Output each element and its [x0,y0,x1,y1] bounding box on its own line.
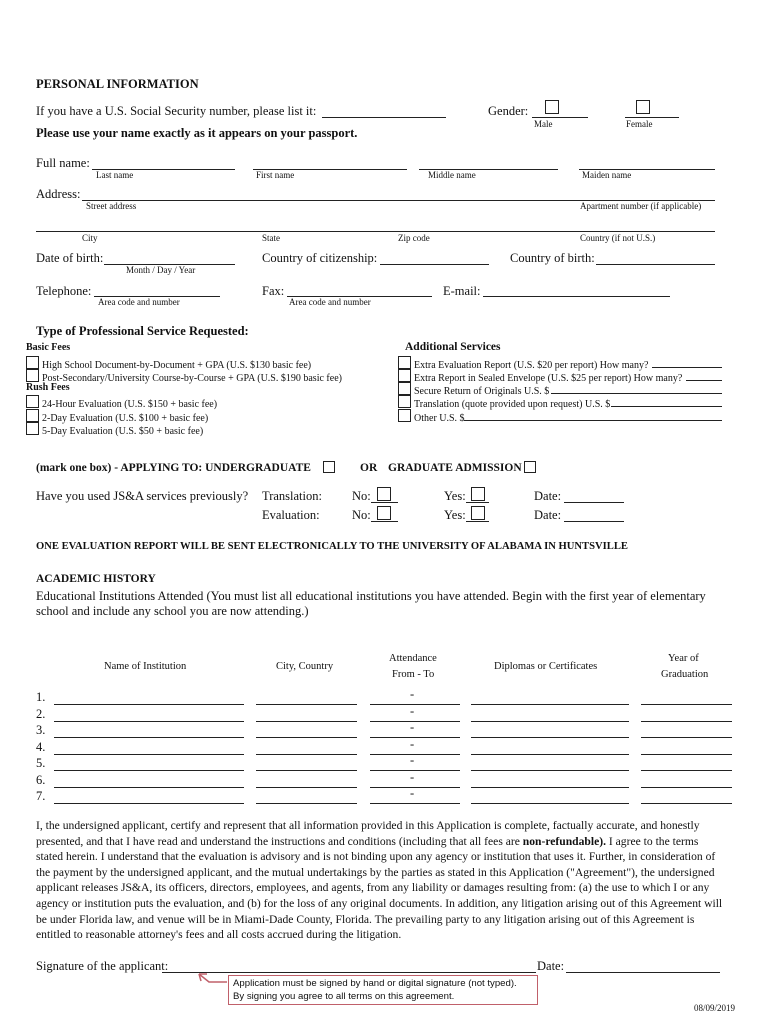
apartment-label: Apartment number (if applicable) [580,201,702,211]
city-country-field[interactable] [256,770,357,771]
checkbox[interactable] [398,382,411,395]
ssn-label: If you have a U.S. Social Security number, please list it: [36,104,317,118]
attendance-field[interactable] [370,754,460,755]
agreement-line [36,834,747,850]
translation-no-label: No: [352,489,371,503]
dob-label: Date of birth: [36,251,104,265]
evaluation-yes-checkbox[interactable] [471,506,485,520]
attendance-dash: - [410,703,415,718]
signature-date-label: Date: [537,959,565,973]
callout-line: Application must be signed by hand or digital signature (not typed). [233,978,517,989]
non-refundable: non-refundable). [522,834,606,848]
row-number: 7. [36,789,46,803]
diploma-field[interactable] [471,704,629,705]
col-attendance-2: From - To [392,669,435,680]
ssn-field[interactable] [322,117,446,118]
attendance-dash: - [410,786,415,800]
academic-intro: Educational Institutions Attended (You must list all educational institutions you have attended. Begin with the first year of elementary [36,589,706,603]
translation-no-underline [371,502,398,503]
agreement-line: be under Florida law, and venue will be in Miami-Dade County, Florida. The prevailing party to any litigation arising out of this Agreement is [36,912,695,926]
row-number: 5. [36,756,46,770]
rush-fee-item[interactable] [26,422,203,437]
birth-country-label: Country of birth: [510,251,595,265]
evaluation-no-underline [371,521,398,522]
attendance-field[interactable] [370,770,460,771]
agreement-line: the payment by the undersigned applicant, and the mutual undertakings by the parties as stated in this Application ("Agreement"), the undersigned [36,865,715,879]
additional-heading: Additional Services [405,341,501,353]
graduation-year-field[interactable] [641,721,732,722]
country-label: Country (if not U.S.) [580,233,656,243]
col-city: City, Country [276,661,334,672]
street-address-label: Street address [86,201,137,211]
agreement-line: entitled to reasonable attorney's fees and all costs accrued during the litigation. [36,928,402,942]
city-country-field[interactable] [256,704,357,705]
attendance-dash: - [410,687,415,701]
services-heading: Type of Professional Service Requested: [36,324,249,338]
extra-report-count-field[interactable] [652,367,722,368]
checkbox[interactable] [26,409,39,422]
translation-amount-field[interactable] [611,406,722,407]
male-underline [532,117,588,118]
checkbox[interactable] [398,369,411,382]
signature-label: Signature of the applicant: [36,959,169,973]
agreement-line: I, the undersigned applicant, certify and represent that all information provided in this Application is complete, factually accurate, and honestly [36,819,700,832]
checkbox[interactable] [398,356,411,369]
citizenship-field[interactable] [380,264,489,265]
row-number: 2. [36,706,46,721]
basic-fee-item[interactable] [26,369,342,384]
additional-label: Translation (quote provided upon request) U.S. $ [414,399,611,410]
evaluation-yes-label: Yes: [444,508,466,522]
female-underline [625,117,679,118]
sealed-report-count-field[interactable] [686,380,722,381]
other-amount-field[interactable] [464,420,722,421]
translation-yes-checkbox[interactable] [471,487,485,501]
rush-fee-item[interactable] [26,395,217,410]
additional-item[interactable] [398,395,610,410]
additional-item[interactable] [398,409,465,424]
checkbox[interactable] [26,369,39,382]
secure-return-field[interactable] [551,393,722,394]
graduation-year-field[interactable] [641,787,732,788]
birth-country-field[interactable] [596,264,715,265]
basic-fee-label: Post-Secondary/University Course-by-Course + GPA (U.S. $190 basic fee) [42,373,342,384]
rush-fees-heading: Rush Fees [26,382,70,393]
diploma-field[interactable] [471,787,629,788]
telephone-hint: Area code and number [98,297,180,307]
row-number: 3. [36,723,46,737]
col-name: Name of Institution [104,661,187,672]
dob-format: Month / Day / Year [126,265,196,275]
attendance-field[interactable] [370,787,460,788]
city-state-zip-field[interactable] [36,231,715,232]
translation-date-label: Date: [534,489,562,503]
col-year-2: Graduation [661,669,709,680]
attendance-dash: - [410,720,415,734]
diploma-field[interactable] [471,803,629,804]
maiden-name-label: Maiden name [582,170,632,180]
rush-fee-label: 24-Hour Evaluation (U.S. $150 + basic fee) [42,399,218,410]
evaluation-label: Evaluation: [262,508,320,522]
attendance-field[interactable] [370,704,460,705]
male-label: Male [534,119,553,129]
col-attendance: Attendance [389,653,437,664]
signature-callout [228,975,538,1005]
graduate-checkbox[interactable] [524,461,536,473]
callout-line: By signing you agree to all terms on this agreement. [233,991,455,1002]
agreement-line: applicant releases JS&A, its officers, directors, employees, and agents, from any liability or damages resulting from: (a) the use to which I or any [36,881,710,895]
academic-intro-2: school and include any school you are now attending.) [36,604,309,618]
arrow-icon [195,970,229,992]
attendance-field[interactable] [370,803,460,804]
fax-label: Fax: [262,284,285,298]
attendance-field[interactable] [370,721,460,722]
male-checkbox[interactable] [545,100,559,114]
checkbox[interactable] [26,422,39,435]
city-country-field[interactable] [256,721,357,722]
translation-no-checkbox[interactable] [377,487,391,501]
signature-date-field[interactable] [566,972,720,973]
col-year: Year of [668,653,699,664]
institution-field[interactable] [54,754,244,755]
attendance-field[interactable] [370,737,460,738]
institution-field[interactable] [54,787,244,788]
institution-field[interactable] [54,770,244,771]
row-number: 1. [36,690,46,704]
telephone-label: Telephone: [36,284,92,298]
additional-label: Extra Report in Sealed Envelope (U.S. $25 per report) How many? [414,373,683,384]
section-heading-personal: PERSONAL INFORMATION [36,77,199,91]
middle-name-label: Middle name [428,170,476,180]
rush-fee-label: 2-Day Evaluation (U.S. $100 + basic fee) [42,413,209,424]
diploma-field[interactable] [471,721,629,722]
graduation-year-field[interactable] [641,704,732,705]
additional-label: Secure Return of Originals U.S. $ [414,386,550,397]
email-field[interactable] [483,296,670,297]
evaluation-date-field[interactable] [564,521,624,522]
last-name-label: Last name [96,170,134,180]
graduation-year-field[interactable] [641,754,732,755]
translation-label: Translation: [262,489,322,503]
institution-field[interactable] [54,721,244,722]
additional-label: Extra Evaluation Report (U.S. $20 per report) How many? [414,360,649,371]
female-label: Female [626,119,653,129]
passport-note: Please use your name exactly as it appears on your passport. [36,126,358,140]
institution-field[interactable] [54,803,244,804]
used-before-label: Have you used JS&A services previously? [36,489,249,503]
basic-fees-heading: Basic Fees [26,342,71,353]
city-country-field[interactable] [256,754,357,755]
citizenship-label: Country of citizenship: [262,251,378,265]
applying-label: (mark one box) - APPLYING TO: UNDERGRADUATE [36,462,311,474]
notice-banner: ONE EVALUATION REPORT WILL BE SENT ELECTRONICALLY TO THE UNIVERSITY OF ALABAMA IN HUNTSVILLE [36,541,628,552]
evaluation-no-label: No: [352,508,371,522]
graduation-year-field[interactable] [641,803,732,804]
additional-label: Other U.S. $ [414,413,465,424]
checkbox[interactable] [398,409,411,422]
checkbox[interactable] [26,395,39,408]
city-country-field[interactable] [256,787,357,788]
rush-fee-label: 5-Day Evaluation (U.S. $50 + basic fee) [42,426,204,437]
full-name-label: Full name: [36,156,90,170]
institution-field[interactable] [54,704,244,705]
zip-label: Zip code [398,233,430,243]
basic-fee-label: High School Document-by-Document + GPA (U.S. $130 basic fee) [42,360,312,371]
row-number: 4. [36,739,46,754]
agreement-text: presented, and that I have read and understand the instructions and conditions (including that all fees are [36,834,523,848]
institution-field[interactable] [54,737,244,738]
checkbox[interactable] [26,356,39,369]
evaluation-date-label: Date: [534,508,562,522]
col-diplomas: Diplomas or Certificates [494,661,598,672]
first-name-label: First name [256,170,295,180]
state-label: State [262,233,280,243]
translation-date-field[interactable] [564,502,624,503]
agreement-line: agency or institution puts the evaluation, and (b) for the loss of any original documents. In addition, any litigation arising out of this Agreement will [36,896,723,910]
fax-hint: Area code and number [289,297,371,307]
city-label: City [82,233,98,243]
attendance-dash: - [410,753,415,767]
agreement-paragraph [36,818,747,943]
agreement-line: stated herein. I understand that the evaluation is advisory and is not binding upon any agency or institution that uses it. Further, in consideration of [36,850,716,864]
female-checkbox[interactable] [636,100,650,114]
graduate-label: GRADUATE ADMISSION [388,462,522,474]
or-label: OR [360,462,378,474]
diploma-field[interactable] [471,737,629,738]
row-number: 6. [36,772,46,787]
evaluation-yes-underline [466,521,489,522]
address-label: Address: [36,187,81,201]
diploma-field[interactable] [471,770,629,771]
city-country-field[interactable] [256,737,357,738]
translation-yes-underline [466,502,489,503]
translation-yes-label: Yes: [444,489,466,503]
agreement-text: I agree to the terms [606,834,699,848]
city-country-field[interactable] [256,803,357,804]
version-date: 08/09/2019 [694,1003,736,1013]
email-label: E-mail: [443,284,481,298]
gender-label: Gender: [488,104,529,118]
attendance-dash: - [410,736,415,751]
attendance-dash: - [410,769,415,784]
academic-heading: ACADEMIC HISTORY [36,573,156,585]
undergraduate-checkbox[interactable] [323,461,335,473]
evaluation-no-checkbox[interactable] [377,506,391,520]
graduation-year-field[interactable] [641,737,732,738]
diploma-field[interactable] [471,754,629,755]
graduation-year-field[interactable] [641,770,732,771]
checkbox[interactable] [398,395,411,408]
